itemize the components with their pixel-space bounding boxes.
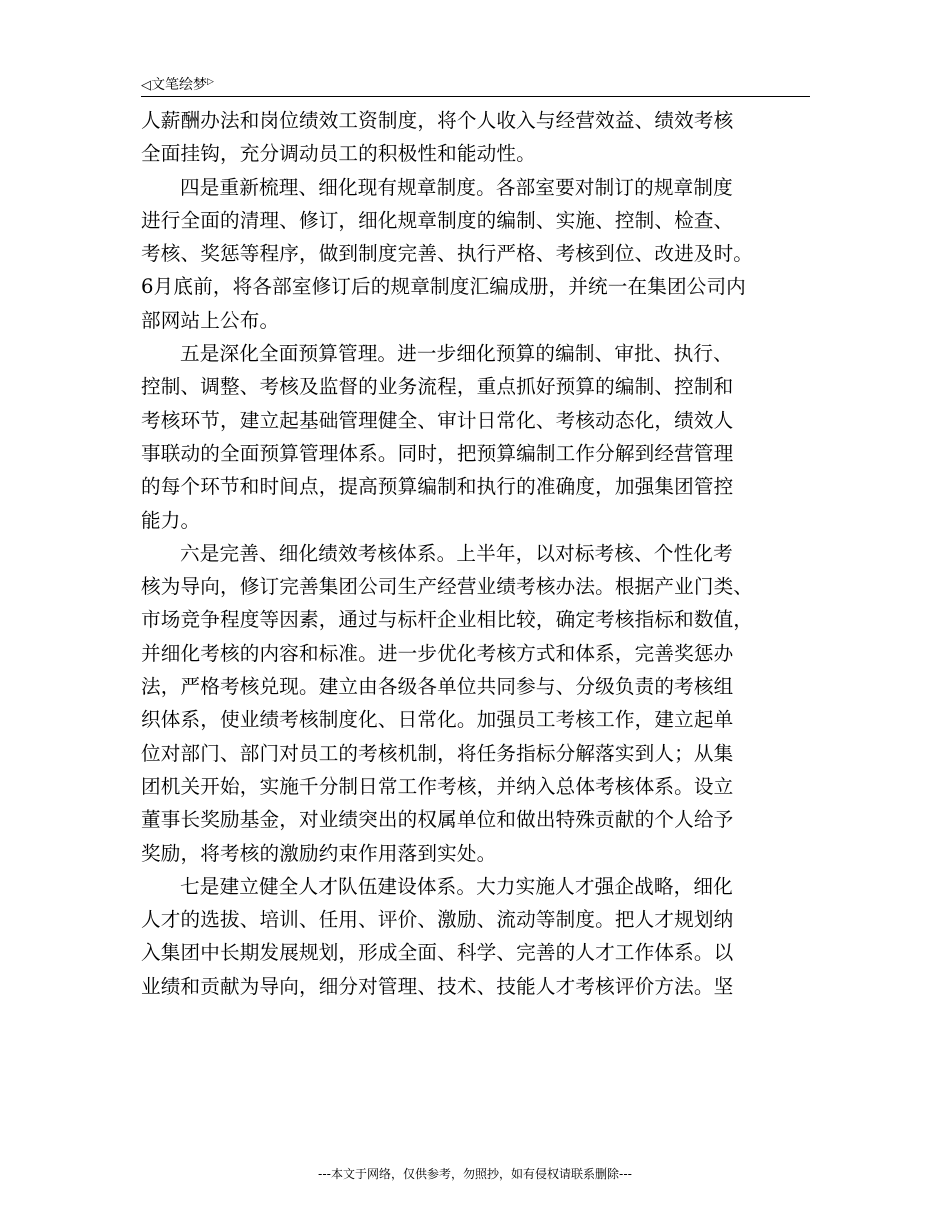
text-line: 四是重新梳理、细化现有规章制度。各部室要对制订的规章制度	[180, 175, 733, 199]
text-line: 法，严格考核兑现。建立由各级各单位共同参与、分级负责的考核组	[141, 675, 734, 699]
text-line: 能力。	[141, 508, 201, 532]
text-line: 人才的选拔、培训、任用、评价、激励、流动等制度。把人才规划纳	[141, 908, 734, 932]
header-title: 文笔绘梦	[151, 77, 207, 93]
text-line: 织体系，使业绩考核制度化、日常化。加强员工考核工作，建立起单	[141, 708, 734, 732]
page-header	[141, 72, 810, 97]
text-line: 事联动的全面预算管理体系。同时，把预算编制工作分解到经营管理	[141, 441, 734, 465]
text-line: 考核环节，建立起基础管理健全、审计日常化、考核动态化，绩效人	[141, 408, 734, 432]
header-title-group	[141, 73, 214, 95]
left-triangle-icon: ◁	[141, 78, 151, 93]
page-footer: ---本文于网络，仅供参考，勿照抄，如有侵权请联系删除---	[318, 1167, 632, 1181]
text-line: 考核、奖惩等程序，做到制度完善、执行严格、考核到位、改进及时。	[141, 242, 754, 266]
text-line: 入集团中长期发展规划，形成全面、科学、完善的人才工作体系。以	[141, 941, 734, 965]
text-line: 五是深化全面预算管理。进一步细化预算的编制、审批、执行、	[180, 342, 733, 366]
text-line: 市场竞争程度等因素，通过与标杆企业相比较，确定考核指标和数值，	[141, 608, 754, 632]
text-line: 核为导向，修订完善集团公司生产经营业绩考核办法。根据产业门类、	[141, 575, 754, 599]
text-line: 并细化考核的内容和标准。进一步优化考核方式和体系，完善奖惩办	[141, 641, 734, 665]
text-line: 业绩和贡献为导向，细分对管理、技术、技能人才考核评价方法。坚	[141, 974, 734, 998]
text-line: 七是建立健全人才队伍建设体系。大力实施人才强企战略，细化	[180, 874, 733, 898]
text-line: 控制、调整、考核及监督的业务流程，重点抓好预算的编制、控制和	[141, 375, 734, 399]
text-line: 全面挂钩，充分调动员工的积极性和能动性。	[141, 142, 536, 166]
text-line: 人薪酬办法和岗位绩效工资制度，将个人收入与经营效益、绩效考核	[141, 109, 734, 132]
document-body	[141, 104, 810, 1003]
text-line: 的每个环节和时间点，提高预算编制和执行的准确度，加强集团管控	[141, 475, 734, 499]
text-line: 团机关开始，实施千分制日常工作考核，并纳入总体考核体系。设立	[141, 774, 734, 798]
text-line: 位对部门、部门对员工的考核机制，将任务指标分解落实到人；从集	[141, 741, 734, 765]
text-line: 六是完善、细化绩效考核体系。上半年，以对标考核、个性化考	[180, 541, 733, 565]
text-line: 6月底前，将各部室修订后的规章制度汇编成册，并统一在集团公司内	[141, 275, 746, 299]
text-line: 部网站上公布。	[141, 308, 280, 332]
text-line: 进行全面的清理、修订，细化规章制度的编制、实施、控制、检查、	[141, 208, 734, 232]
text-line: 奖励，将考核的激励约束作用落到实处。	[141, 841, 497, 865]
right-triangle-icon: ▷	[207, 77, 214, 87]
text-line: 董事长奖励基金，对业绩突出的权属单位和做出特殊贡献的个人给予	[141, 808, 734, 832]
